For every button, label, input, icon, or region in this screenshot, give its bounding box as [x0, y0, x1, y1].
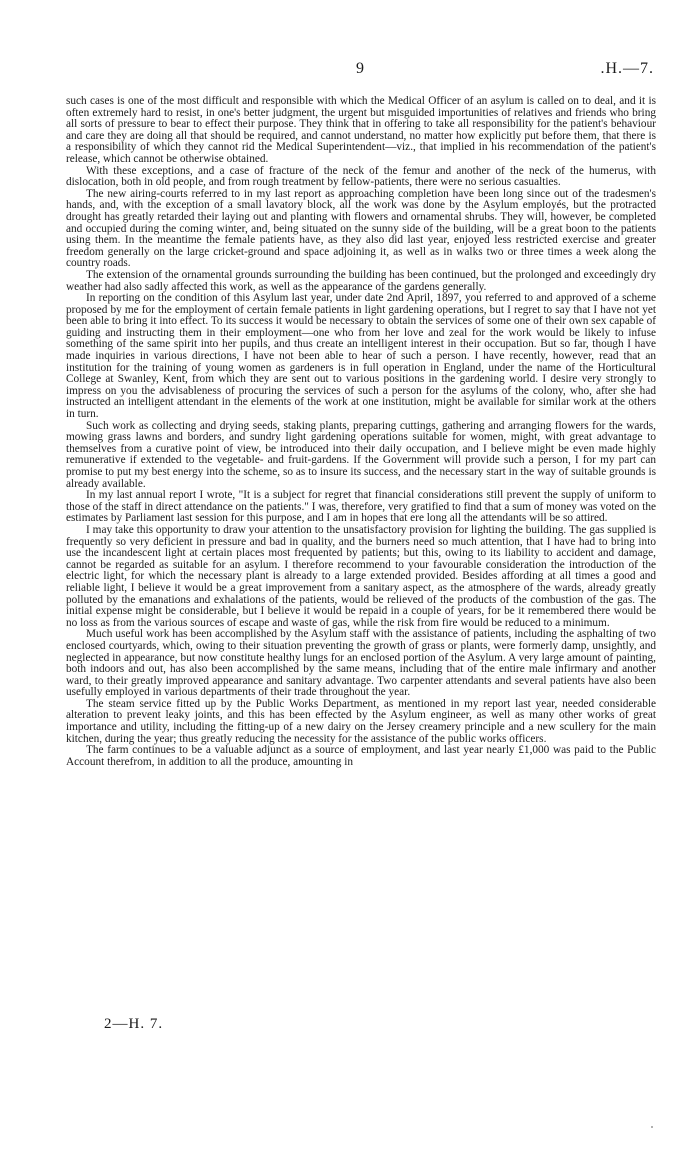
- document-reference: .H.—7.: [600, 60, 654, 77]
- report-body: [66, 96, 656, 768]
- paragraph-ornamental-grounds: The extension of the ornamental grounds surrounding the building has been continued, but the prolonged and exceedingly dry weather had also sadly affected this work, as well as the appearance of the gardens generally.: [66, 268, 656, 293]
- paragraph-airing-courts: The new airing-courts referred to in my last report as approaching completion have been long since out of the tradesmen's hands, and, with the exception of a small lavatory block, all the work was done by the Asylum employés, but the protracted drought has greatly retarded their laying out and planting with flowers and ornamental shrubs. They will, however, be completed and occupied during the coming winter, and, being situated on the sunny side of the building, will be a great boon to the patients using them. In the meantime the female patients have, as they also did last year, enjoyed less restricted exercise and greater freedom generally on the large cricket-ground and space adjoining it, as well as in walks two or three times a week along the country roads.: [66, 187, 656, 270]
- page-header: [66, 60, 654, 82]
- paragraph-useful-work: Much useful work has been accomplished by the Asylum staff with the assistance of patients, including the asphalting of two enclosed courtyards, which, owing to their situation preventing the growth of grass or plants, were formerly damp, unsightly, and neglected in appearance, but now constitute healthy lungs for an enclosed portion of the Asylum. A very large amount of painting, both indoors and out, has also been accomplished by the same means, including that of the entire male infirmary and another ward, to their greatly improved appearance and sanitary advantage. Two carpenter attendants and several patients have also been usefully employed in various departments of their trade throughout the year.: [66, 628, 656, 699]
- paragraph-uniforms: In my last annual report I wrote, "It is a subject for regret that financial considerations still prevent the supply of uniform to those of the staff in direct attendance on the patients." I was, therefore, very gratified to find that a sum of money was voted on the estimates by Parliament last session for this purpose, and I am in hopes that ere long all the attendants will be so attired.: [66, 489, 656, 525]
- paragraph-lighting: I may take this opportunity to draw your attention to the unsatisfactory provision for lighting the building. The gas supplied is frequently so very deficient in pressure and bad in quality, and the burners need so much attention, that I have had to bring into use the incandescent light at certain places most frequented by patients; but this, owing to its liability to accident and damage, cannot be regarded as suitable for an asylum. I therefore recommend to your favourable consideration the introduction of the electric light, for which the necessary plant is already to a large extended provided. Besides affording at all times a good and reliable light, I believe it would be a great improvement from a sanitary aspect, as the atmosphere of the wards, already greatly polluted by the emanations and exhalations of the patients, would be relieved of the products of the combustion of the gas. The initial expense might be considerable, but I believe it would be repaid in a couple of years, for be it remembered there would be no loss as from the various sources of escape and waste of gas, while the risk from fire would be reduced to a minimum.: [66, 523, 656, 629]
- scan-speck: [651, 1126, 653, 1128]
- paragraph-steam-service: The steam service fitted up by the Public Works Department, as mentioned in my report last year, needed considerable alteration to prevent leaky joints, and this has been effected by the Asylum engineer, as well as many other works of great importance and utility, including the fitting-up of a new dairy on the Jersey creamery principle and a new scullery for the main kitchen, during the year; thus greatly reducing the necessity for the assistance of the public works officers.: [66, 697, 656, 745]
- paragraph-farm: The farm continues to be a valuable adjunct as a source of employment, and last year nearly £1,000 was paid to the Public Account therefrom, in addition to all the produce, amounting in: [66, 744, 656, 768]
- signature-mark: 2—H. 7.: [104, 1016, 164, 1032]
- paragraph-continued: such cases is one of the most difficult and responsible with which the Medical Officer of an asylum is called on to deal, and it is often extremely hard to resist, in one's better judgment, the urgent but misguided importunities of relatives and friends who bring all sorts of pressure to bear to effect their purpose. They think that in offering to take all responsibility for the patient's behaviour and care they are doing all that should be required, and cannot understand, no matter how explicitly put before them, that there is a responsibility of which they cannot rid the Medical Superintendent—viz., that implied in his recommendation of the patient's release, which cannot be otherwise obtained.: [66, 95, 656, 165]
- paragraph-gardening-work: Such work as collecting and drying seeds, staking plants, preparing cuttings, gathering and arranging flowers for the wards, mowing grass lawns and borders, and sundry light gardening operations suitable for women, might, with great advantage to themselves from a curative point of view, be introduced into their daily occupation, and I believe might be even made highly remunerative if extended to the vegetable- and fruit-gardens. If the Government will provide such a person, I for my part can promise to put my best energy into the scheme, so as to insure its success, and the necessary start in the way of suitable grounds is already available.: [66, 419, 656, 490]
- paragraph-casualties: With these exceptions, and a case of fracture of the neck of the femur and another of the neck of the humerus, with dislocation, both in old people, and from rough treatment by fellow-patients, there were no serious casualties.: [66, 164, 656, 189]
- page-number: 9: [356, 60, 364, 77]
- paragraph-gardening-scheme: In reporting on the condition of this Asylum last year, under date 2nd April, 1897, you referred to and approved of a scheme proposed by me for the employment of certain female patients in light gardening operations, but I regret to say that I have not yet been able to bring it into effect. To its success it would be necessary to obtain the services of some one of their own sex capable of guiding and instructing them in their employment—one who from her love and zeal for the work would be likely to infuse something of the same spirit into her pupils, and thus create an intelligent interest in their occupation. But so far, though I have made inquiries in various directions, I have not been able to hear of such a person. I have recently, however, read that an institution for the training of young women as gardeners is in full operation in England, under the name of the Horticultural College at Swanley, Kent, from which they are sent out to various positions in the gardening world. I desire very strongly to impress on you the advisableness of procuring the services of such a person for the asylums of the colony, who, after she had instructed an intelligent attendant in the elements of the work at one institution, might be available for similar work at the others in turn.: [66, 292, 656, 421]
